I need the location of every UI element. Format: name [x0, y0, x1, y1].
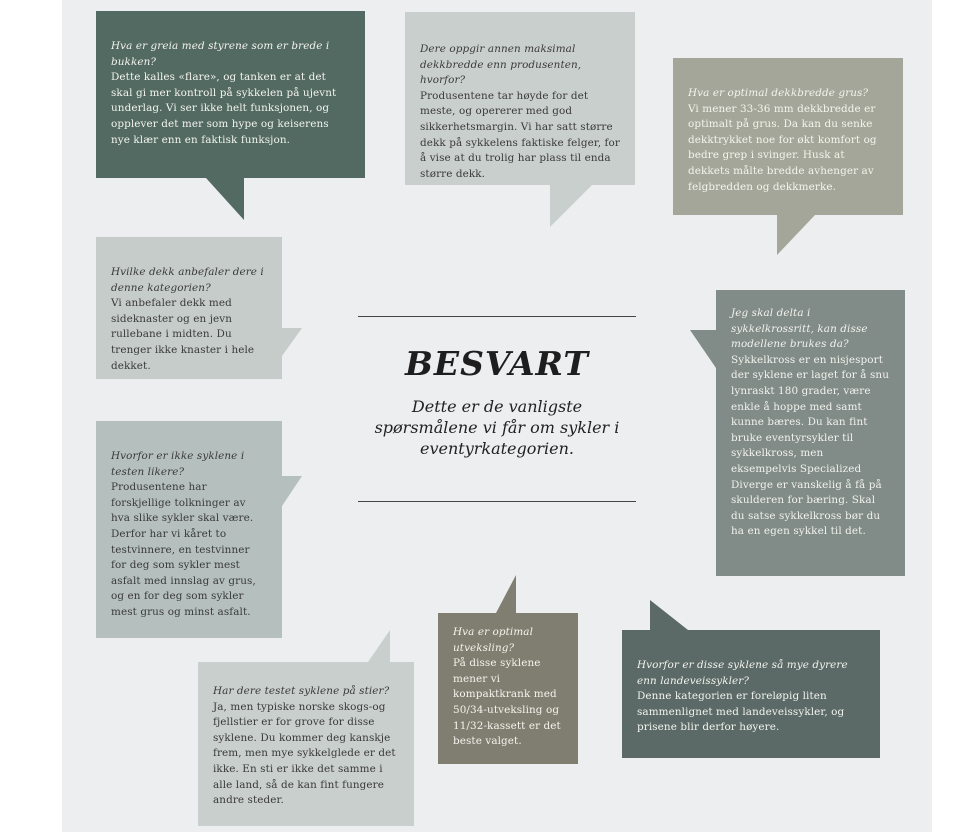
faq-answer: Sykkelkross er en nisjesport der syklene er laget for å snu lynraskt 180 grader, være enkle å hoppe med samt kunne bæres. Du kan fint bruke eventyrsykler til sykkelkross, men eksempelvis Specialized Diverge er vanskelig å få på skulderen for bæring. Skal du satse sykkelkross bør du ha en egen sykkel til det.	[731, 353, 889, 538]
faq-question: Jeg skal delta i sykkelkrossritt, kan disse modellene brukes da?	[731, 307, 868, 351]
speech-tail	[206, 178, 244, 220]
speech-tail	[650, 600, 688, 630]
faq-bubble-max-tire-width	[405, 12, 635, 185]
speech-tail	[550, 185, 592, 227]
faq-bubble-price	[622, 630, 880, 758]
faq-question: Hvilke dekk anbefaler dere i denne kategorien?	[111, 266, 264, 294]
divider-bottom	[358, 501, 636, 502]
faq-answer: Denne kategorien er foreløpig liten sammenlignet med landeveissykler, og prisene blir derfor høyere.	[637, 690, 845, 734]
faq-question: Hva er optimal utveksling?	[453, 626, 534, 654]
faq-bubble-tire-recommendation	[96, 237, 282, 379]
faq-answer: Ja, men typiske norske skogs-og fjellstier er for grove for disse syklene. Du kommer deg kanskje frem, men mye sykkelglede er det ikke. En sti er ikke det samme i alle land, så de kan fint fungere andre steder.	[213, 700, 396, 807]
faq-bubble-why-not-alike	[96, 421, 282, 638]
faq-question: Hvorfor er ikke syklene i testen likere?	[111, 450, 245, 478]
speech-tail	[777, 215, 815, 255]
faq-question: Har dere testet syklene på stier?	[213, 685, 390, 697]
faq-answer: På disse syklene mener vi kompaktkrank med 50/34-utveksling og 11/32-kassett er det beste valget.	[453, 657, 561, 748]
speech-tail	[690, 330, 716, 368]
faq-question: Hva er optimal dekkbredde grus?	[688, 87, 869, 99]
page-subtitle: Dette er de vanligste spørsmålene vi får om sykler i eventyrkategorien.	[374, 397, 620, 458]
speech-tail	[282, 476, 302, 506]
speech-tail	[496, 575, 516, 613]
faq-question: Hva er greia med styrene som er brede i bukken?	[111, 40, 330, 68]
faq-bubble-trails	[198, 662, 414, 826]
faq-answer: Vi mener 33-36 mm dekkbredde er optimalt på grus. Da kan du senke dekktrykket noe for økt komfort og bedre grep i svinger. Husk at dekkets målte bredde avhenger av felgbredden og dekkmerke.	[688, 102, 877, 193]
faq-question: Dere oppgir annen maksimal dekkbredde enn produsenten, hvorfor?	[420, 43, 582, 87]
divider-top	[358, 316, 636, 317]
faq-answer: Dette kalles «flare», og tanken er at det skal gi mer kontroll på sykkelen på ujevnt underlag. Vi ser ikke helt funksjonen, og opplever det mer som hype og keiserens nye klær enn en faktisk funksjon.	[111, 71, 337, 146]
faq-question: Hvorfor er disse syklene så mye dyrere enn landeveissykler?	[637, 659, 848, 687]
faq-answer: Produsentene har forskjellige tolkninger av hva slike sykler skal være. Derfor har vi kåret to testvinnere, en testvinner for deg som sykler mest asfalt med innslag av grus, og en for deg som sykler mest grus og minst asfalt.	[111, 481, 256, 618]
faq-bubble-gearing	[438, 613, 578, 764]
faq-answer: Vi anbefaler dekk med sideknaster og en jevn rullebane i midten. Du trenger ikke knaster i hele dekket.	[111, 297, 255, 372]
page-title: BESVART	[405, 344, 589, 383]
speech-tail	[282, 328, 302, 356]
faq-bubble-handlebar-flare	[96, 11, 365, 178]
faq-answer: Produsentene tar høyde for det meste, og opererer med god sikkerhetsmargin. Vi har satt større dekk på sykkelens faktiske felger, for å vise at du trolig har plass til enda større dekk.	[420, 89, 620, 180]
faq-bubble-cyclocross	[716, 290, 905, 576]
faq-bubble-optimal-tire-width	[673, 58, 903, 215]
speech-tail	[368, 630, 390, 662]
title-block	[358, 316, 636, 502]
